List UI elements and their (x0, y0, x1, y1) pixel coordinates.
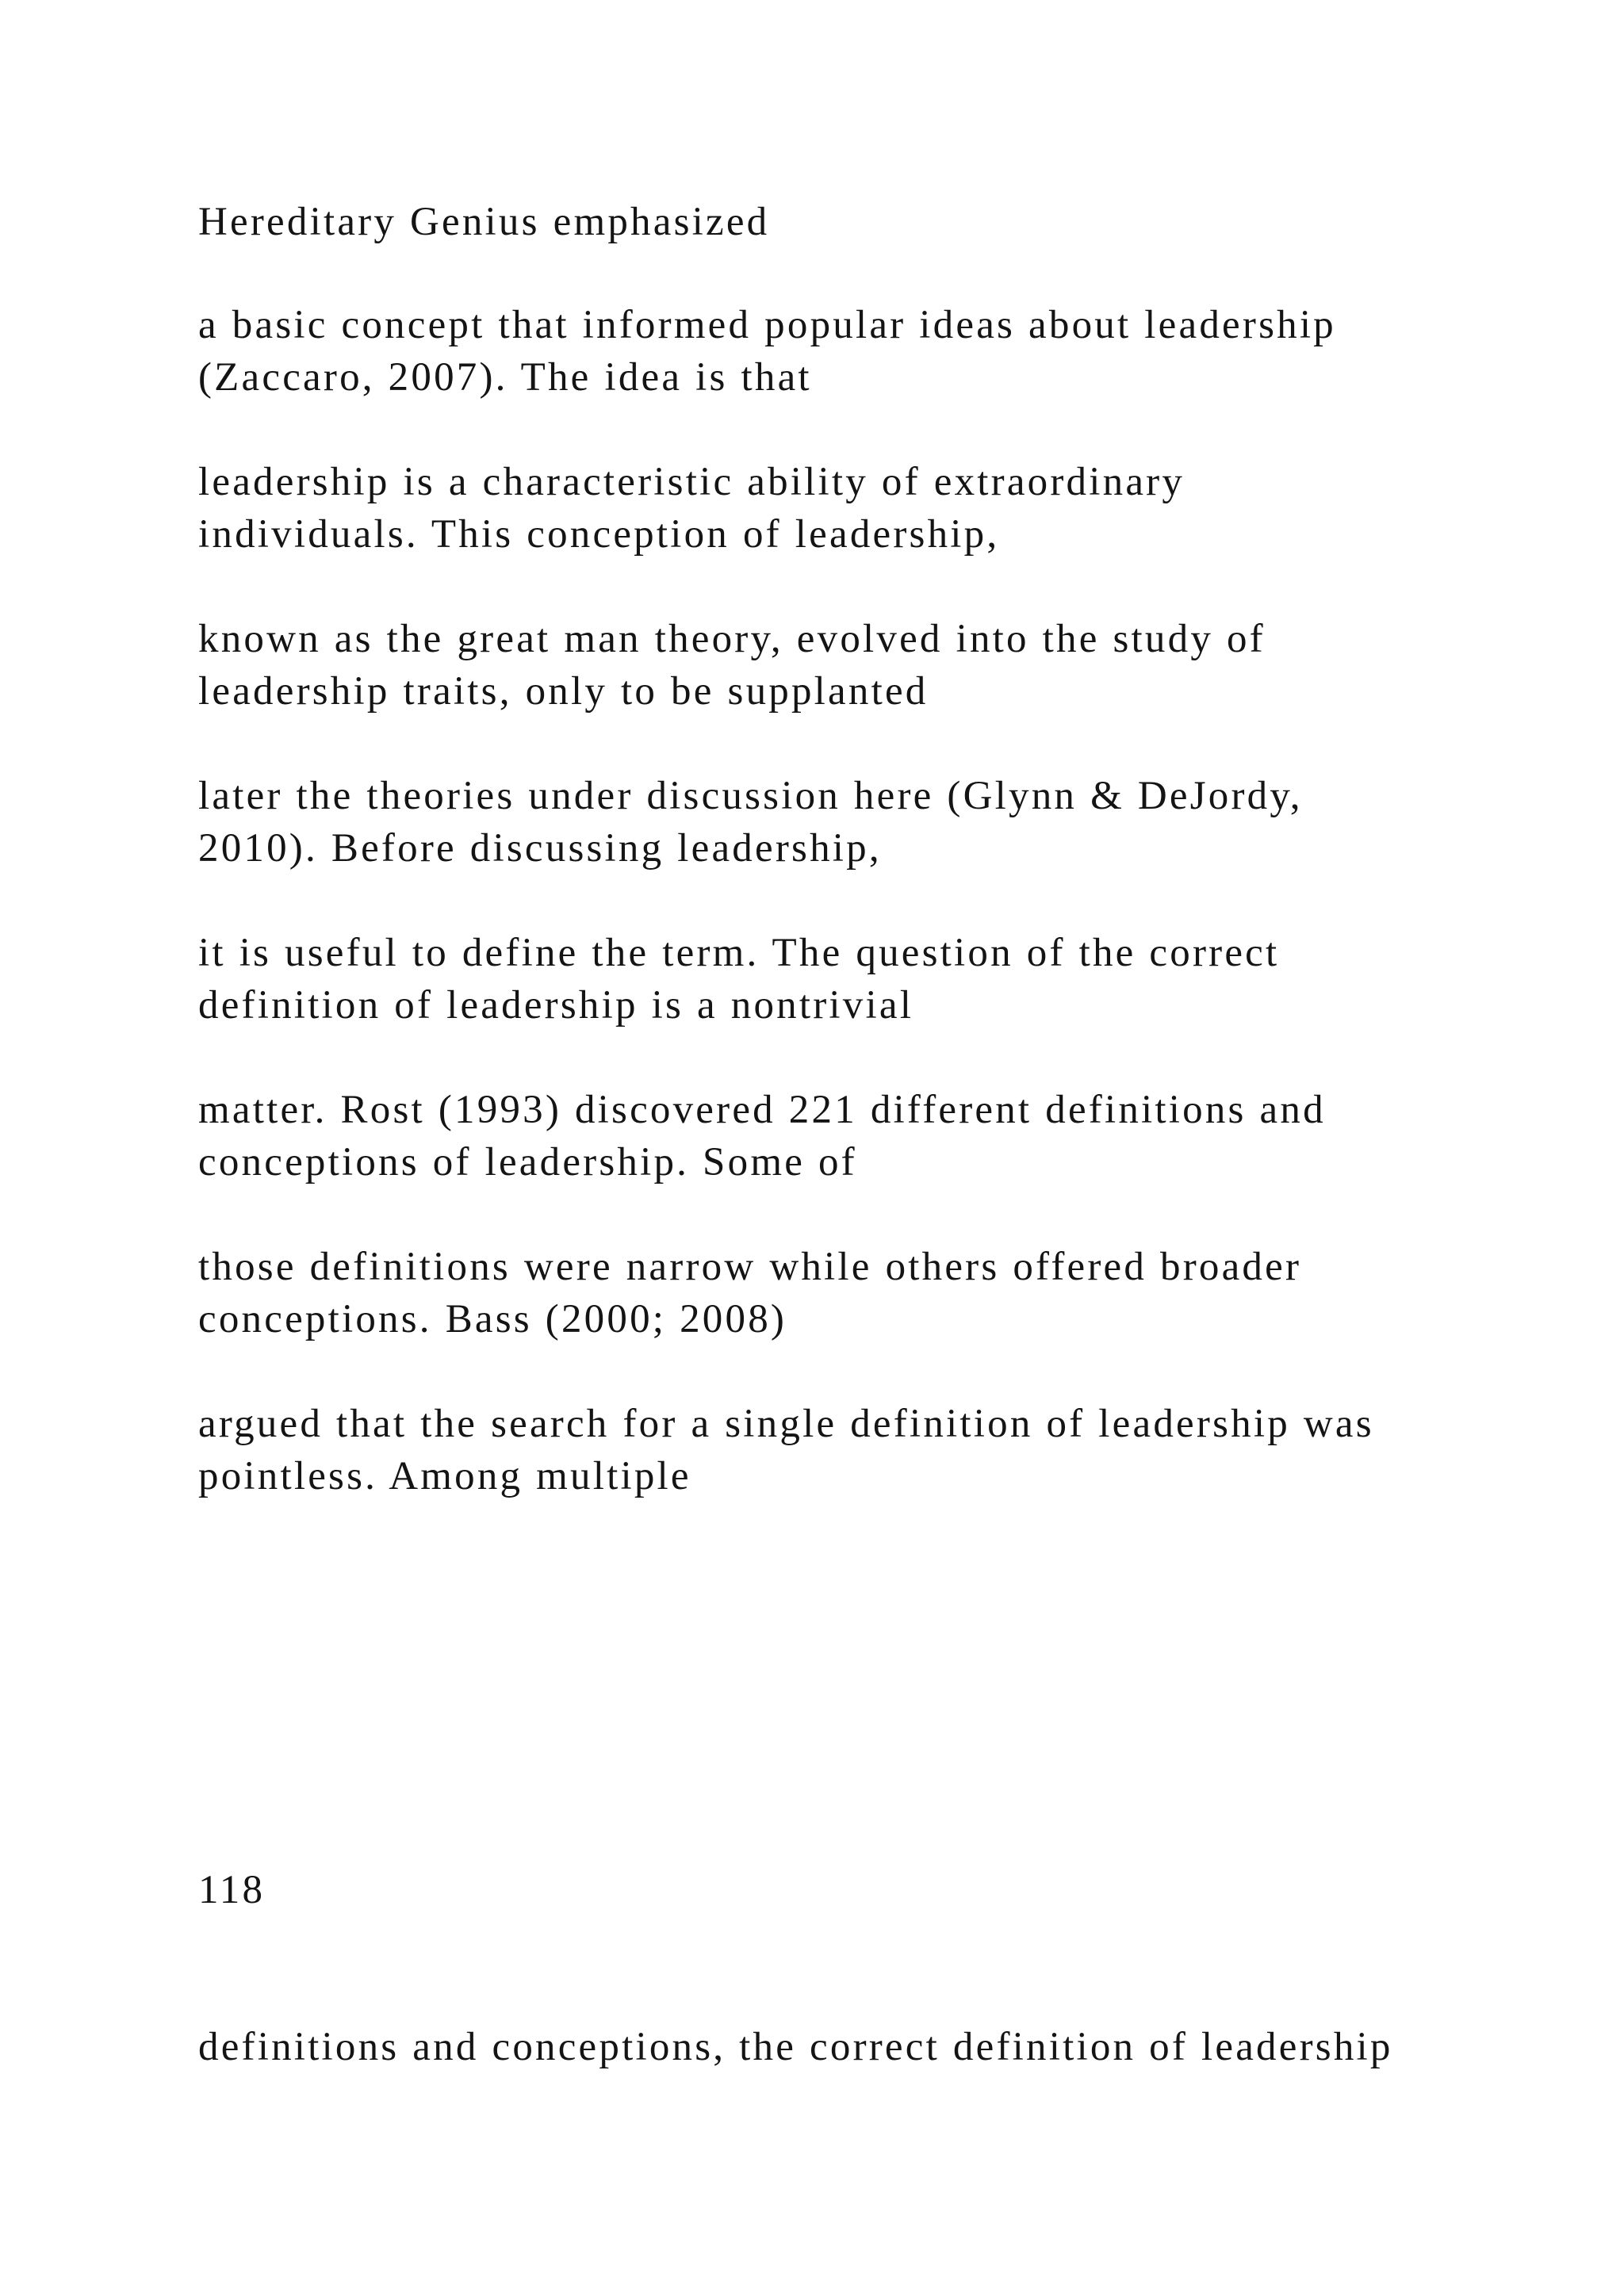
text-line: definition of leadership is a nontrivial (198, 983, 914, 1027)
text-line: later the theories under discussion here (Glynn & DeJordy, (198, 774, 1303, 818)
text-line: those definitions were narrow while others offered broader (198, 1245, 1302, 1289)
text-line: leadership is a characteristic ability of extraordinary (198, 460, 1185, 504)
text-line: pointless. Among multiple (198, 1454, 691, 1498)
text-line: Hereditary Genius emphasized (198, 200, 770, 244)
text-line: conceptions. Bass (2000; 2008) (198, 1297, 787, 1341)
text-line: matter. Rost (1993) discovered 221 different definitions and (198, 1088, 1326, 1132)
text-line: a basic concept that informed popular ideas about leadership (198, 303, 1336, 347)
text-line: definitions and conceptions, the correct definition of leadership (198, 2025, 1393, 2069)
text-line: argued that the search for a single definition of leadership was (198, 1402, 1374, 1446)
text-line: it is useful to define the term. The question of the correct (198, 931, 1280, 975)
text-line: known as the great man theory, evolved into the study of (198, 617, 1266, 661)
text-line: 2010). Before discussing leadership, (198, 826, 882, 871)
page-number: 118 (198, 1868, 266, 1912)
text-line: leadership traits, only to be supplanted (198, 669, 929, 714)
text-line: conceptions of leadership. Some of (198, 1140, 857, 1184)
text-line: (Zaccaro, 2007). The idea is that (198, 355, 812, 400)
text-line: individuals. This conception of leadership, (198, 512, 1000, 557)
